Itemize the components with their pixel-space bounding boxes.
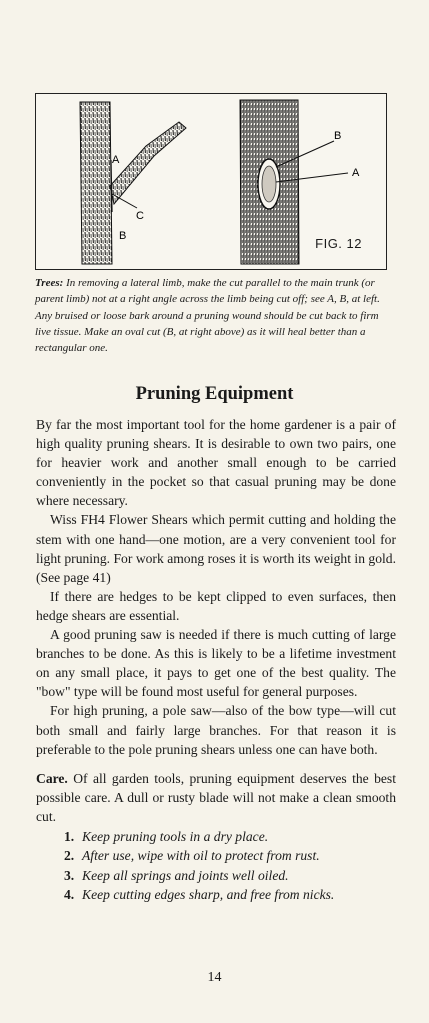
paragraph: A good pruning saw is needed if there is much cutting of large branches to be done. As this is likely to be a lifetime investment on any small place, it pays to get one of the best quality. The "bow" type will be found most useful for general purposes. — [36, 627, 396, 700]
label-a-left: A — [112, 154, 120, 166]
list-item — [64, 846, 396, 865]
list-text: Keep all springs and joints well oiled. — [82, 867, 289, 883]
label-b-right: B — [334, 130, 342, 142]
label-a-right: A — [352, 167, 360, 179]
care-paragraph — [36, 769, 396, 826]
label-c-left: C — [136, 210, 144, 222]
figure-caption — [35, 275, 393, 356]
pruning-illustration — [35, 93, 387, 270]
list-item — [64, 885, 396, 904]
paragraph: By far the most important tool for the home gardener is a pair of high quality pruning shears. It is desirable to own two pairs, one for heavier work and another small enough to be carried conveniently in the pocket so that casual pruning may be done where necessary. — [36, 417, 396, 509]
list-number: 4. — [64, 886, 75, 902]
care-text: Of all garden tools, pruning equipment deserves the best possible care. A dull or rusty blade will not make a clean smooth cut. — [36, 770, 396, 824]
label-b-left: B — [119, 230, 127, 242]
section-heading: Pruning Equipment — [135, 384, 294, 404]
care-lead: Care. — [36, 770, 68, 786]
paragraph: For high pruning, a pole saw—also of the bow type—will cut both small and fairly large branches. For that reason it is preferable to the pole pruning shears unless one can have both. — [36, 703, 396, 757]
list-number: 2. — [64, 848, 75, 864]
caption-text: In removing a lateral limb, make the cut parallel to the main trunk (or parent limb) not at a right angle across the limb being cut off; see A, B, at left. Any bruised or loose bark around a pruning wound should be cut back to firm live tissue. Make an oval cut (B, at right above) as it will heal better than a rectangular one. — [35, 277, 380, 355]
left-trunk — [80, 102, 186, 264]
page-number: 14 — [207, 970, 222, 985]
list-number: 1. — [64, 828, 75, 844]
paragraph: Wiss FH4 Flower Shears which permit cutting and holding the stem with one hand—one motion, are a very convenient tool for light pruning. For work among roses it is worth its weight in gold. (See page 41) — [36, 512, 396, 585]
list-text: Keep pruning tools in a dry place. — [82, 828, 269, 844]
paragraph: If there are hedges to be kept clipped to even surfaces, then hedge shears are essential. — [36, 588, 396, 623]
list-item — [64, 827, 396, 846]
caption-lead: Trees: — [35, 277, 64, 289]
list-item — [64, 866, 396, 885]
figure-label: FIG. 12 — [315, 236, 362, 251]
care-tips-list — [36, 827, 396, 904]
list-text: Keep cutting edges sharp, and free from nicks. — [82, 886, 335, 902]
list-text: After use, wipe with oil to protect from rust. — [82, 848, 320, 864]
list-number: 3. — [64, 867, 75, 883]
body-text — [36, 415, 396, 904]
